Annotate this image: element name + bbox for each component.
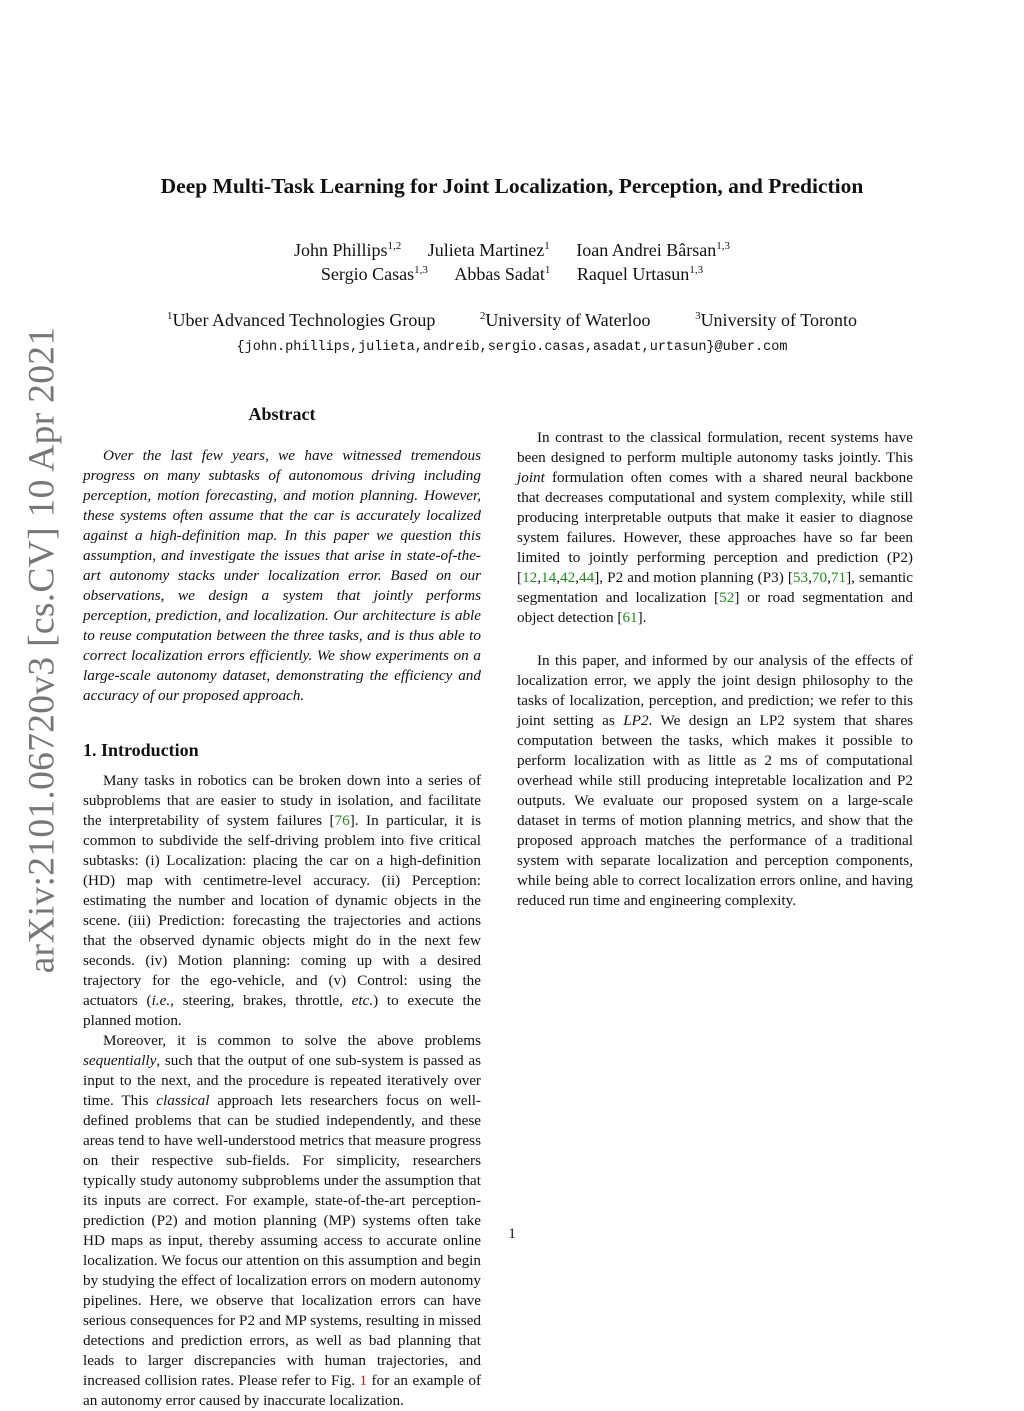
citation-link[interactable]: 52	[719, 589, 735, 606]
intro-paragraph-1: Many tasks in robotics can be broken down into a series of subproblems that are easier to study in isolation, and facilitate the interpretability of system failures [76]. In particular, it is common to subdivide the self-driving problem into five critical subtasks: (i) Localization: placing the car on a high-definition (HD) map with centimetre-level accuracy. (ii) Perception: estimating the number and location of dynamic objects in the scene. (iii) Prediction: forecasting the trajectories and actions that the observed dynamic objects might do in the next few seconds. (iv) Motion planning: coming up with a desired trajectory for the ego-vehicle, and (v) Control: using the actuators (i.e., steering, brakes, throttle, etc.) to execute the planned motion.	[83, 772, 481, 1029]
affiliation-toronto: $^3$University of Toronto	[695, 310, 857, 330]
author-john-phillips: John Phillips$^{1,2}$	[294, 240, 402, 260]
page-number: 1	[508, 1225, 516, 1242]
citation-link[interactable]: 44	[579, 569, 595, 586]
figure-reference-link[interactable]: 1	[359, 1372, 368, 1389]
author-line-1	[60, 240, 964, 261]
citation-link[interactable]: 53	[792, 569, 809, 586]
author-abbas-sadat: Abbas Sadat$^1$	[454, 264, 551, 284]
affiliations	[60, 310, 964, 331]
introduction-heading: 1. Introduction	[83, 740, 199, 760]
citation-link[interactable]: 12	[522, 569, 538, 586]
affiliation-uber: $^1$Uber Advanced Technologies Group	[167, 310, 436, 330]
citation-link[interactable]: 71	[830, 569, 847, 586]
abstract-text: Over the last few years, we have witnessed tremendous progress on many subtasks of autonomous driving including perception, motion forecasting, and motion planning. However, these systems often assume that the car is accurately localized against a high-definition map. In this paper we question this assumption, and investigate the issues that arise in state-of-the-art autonomy stacks under localization error. Based on our observations, we design a system that jointly performs perception, prediction, and localization. Our architecture is able to reuse computation between the three tasks, and is thus able to correct localization errors efficiently. We show experiments on a large-scale autonomy dataset, demonstrating the efficiency and accuracy of our proposed approach.	[83, 447, 481, 704]
affiliation-waterloo: $^2$University of Waterloo	[479, 310, 651, 330]
right-column	[517, 405, 913, 911]
author-sergio-casas: Sergio Casas$^{1,3}$	[320, 264, 428, 284]
paper-title: Deep Multi-Task Learning for Joint Localization, Perception, and Prediction	[160, 174, 864, 198]
intro-paragraph-3: In contrast to the classical formulation, recent systems have been designed to perform multiple autonomy tasks jointly. This joint formulation often comes with a shared neural backbone that decreases computational and system complexity, while still producing interpretable outputs that make it easier to diagnose system failures. However, these approaches have so far been limited to jointly performing perception and prediction (P2) [12,14,42,44], P2 and motion planning (P3) [53,70,71], semantic segmentation and localization [52] or road segmentation and object detection [61].	[517, 429, 913, 626]
citation-link[interactable]: 70	[811, 569, 828, 586]
intro-paragraph-4: In this paper, and informed by our analysis of the effects of localization error, we apply the joint design philosophy to the tasks of localization, perception, and prediction; we refer to this joint setting as LP2. We design an LP2 system that shares computation between the tasks, which makes it possible to perform localization with as little as 2 ms of computational overhead while still producing intepretable localization and P2 outputs. We evaluate our proposed system on a large-scale dataset in terms of motion planning metrics, and show that the proposed approach matches the performance of a traditional system with separate localization and perception components, while being able to correct localization errors online, and having reduced run time and engineering complexity.	[517, 652, 913, 909]
intro-paragraph-2: Moreover, it is common to solve the above problems sequentially, such that the output of one sub-system is passed as input to the next, and the procedure is repeated iteratively over time. This classical approach lets researchers focus on well-defined problems that can be studied independently, and these areas tend to have well-understood metrics that measure progress on their respective sub-fields. For simplicity, researchers typically study autonomy subproblems under the assumption that its inputs are correct. For example, state-of-the-art perception-prediction (P2) and motion planning (MP) systems often take HD maps as input, thereby assuming access to accurate online localization. We focus our attention on this assumption and begin by studying the effect of localization errors on modern autonomy pipelines. Here, we observe that localization errors can have serious consequences for P2 and MP systems, resulting in missed detections and prediction errors, as well as bad planning that leads to larger discrepancies with human trajectories, and increased collision rates. Please refer to Fig. 1 for an example of an autonomy error caused by inaccurate localization.	[83, 1032, 481, 1409]
author-line-2	[60, 264, 964, 285]
abstract-heading: Abstract	[248, 404, 316, 424]
citation-link[interactable]: 42	[560, 569, 576, 586]
author-emails: {john.phillips,julieta,andreib,sergio.casas,asadat,urtasun}@uber.com	[236, 340, 788, 355]
author-ioan-andrei-barsan: Ioan Andrei Bârsan$^{1,3}$	[576, 240, 730, 260]
author-raquel-urtasun: Raquel Urtasun$^{1,3}$	[576, 264, 704, 284]
arxiv-stamp: arXiv:2101.06720v3 [cs.CV] 10 Apr 2021	[21, 326, 63, 974]
citation-link[interactable]: 61	[622, 609, 638, 626]
citation-link[interactable]: 76	[334, 812, 350, 829]
citation-link[interactable]: 14	[541, 569, 557, 586]
left-column	[83, 404, 481, 1411]
author-julieta-martinez: Julieta Martinez$^1$	[427, 240, 550, 260]
